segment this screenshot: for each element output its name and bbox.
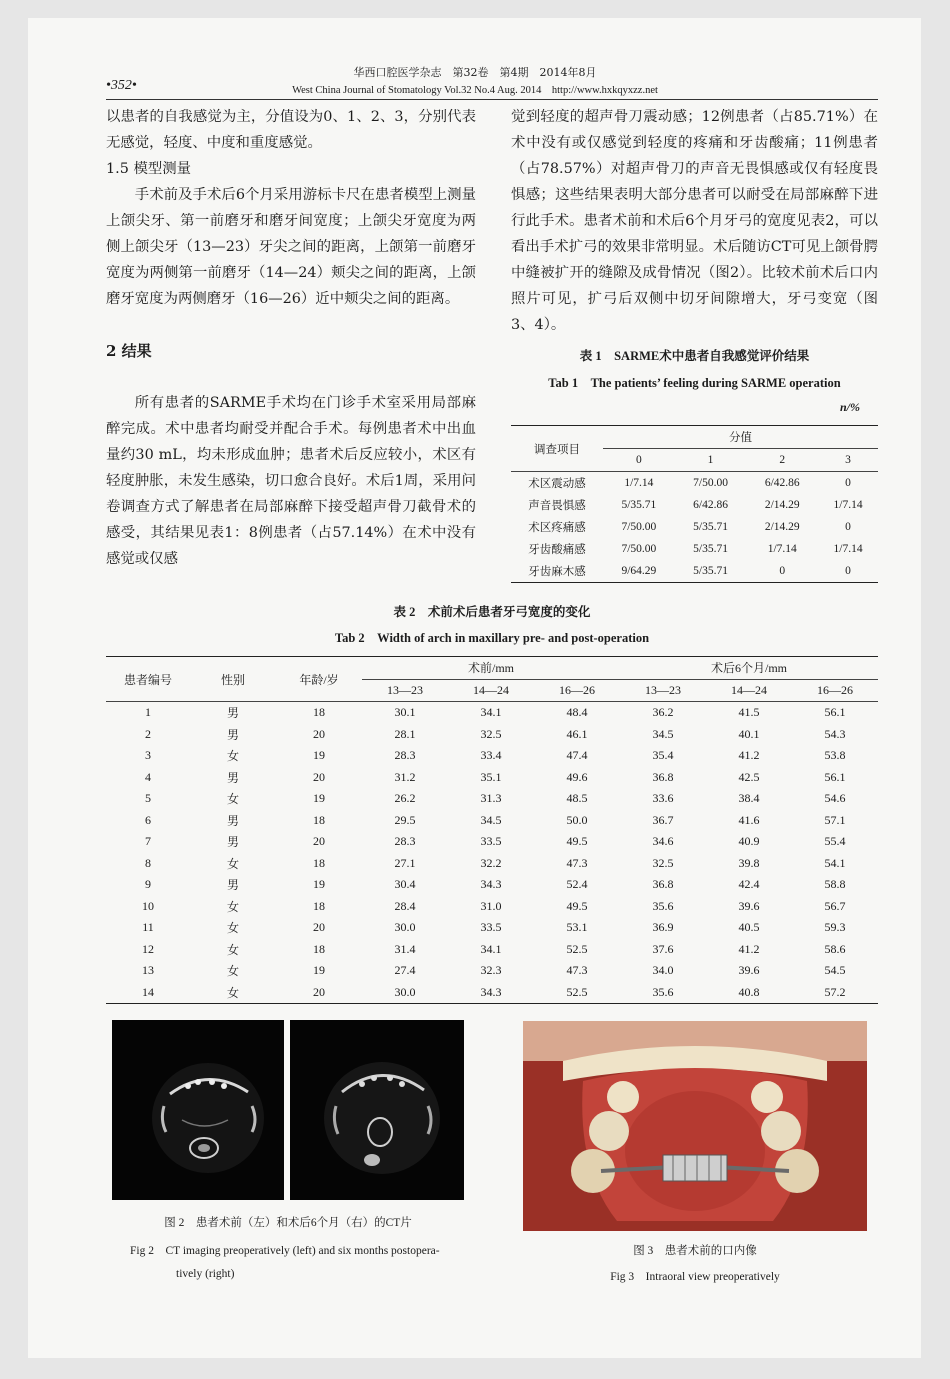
table2-cell: 女 <box>226 964 239 979</box>
table1-value-cell: 6/42.86 <box>764 477 800 489</box>
table2-row <box>106 960 878 982</box>
paragraph: 手术前及手术后6个月采用游标卡尺在患者模型上测量上颌尖牙、第一前磨牙和磨牙间宽度；上颌尖牙宽度为两侧上颌尖牙（13—23）牙尖之间的距离，上颌第一前磨牙宽度为两侧第一前磨牙（14—24）颊尖之间的距离，上颌磨牙宽度为两侧磨牙（16—26）近中颊尖之间的距离。 <box>106 187 476 307</box>
table2-cell: 男 <box>226 770 239 785</box>
table1-row <box>511 494 878 516</box>
table2-cell: 28.1 <box>394 726 416 741</box>
table2-cell: 47.3 <box>566 963 588 978</box>
page-number: •352• <box>106 78 137 93</box>
table2-row <box>106 853 878 875</box>
table2-cell: 49.6 <box>566 769 588 784</box>
table2 <box>106 656 878 1004</box>
table2-cell: 41.2 <box>738 748 760 763</box>
table1-value-cell: 9/64.29 <box>621 565 657 577</box>
table2-cell: 27.1 <box>394 855 416 870</box>
table2-cell: 2 <box>145 726 151 741</box>
table2-header-sex: 性别 <box>190 657 276 702</box>
table2-cell: 20 <box>313 920 325 935</box>
ct-image-preoperative <box>112 1020 284 1200</box>
table2-cell: 33.6 <box>652 791 674 806</box>
table2-cell: 28.4 <box>394 898 416 913</box>
table2-cell: 56.1 <box>824 705 846 720</box>
table1-header-item: 调查项目 <box>511 426 603 472</box>
table2-cell: 59.3 <box>824 920 846 935</box>
table2-cell: 5 <box>145 791 151 806</box>
table2-cell: 31.3 <box>480 791 502 806</box>
table2-cell: 52.4 <box>566 877 588 892</box>
table2-cell: 3 <box>145 748 151 763</box>
table1-row <box>511 472 878 495</box>
table2-cell: 36.9 <box>652 920 674 935</box>
table2-cell: 18 <box>313 898 325 913</box>
table2-cell: 32.3 <box>480 963 502 978</box>
table2-row <box>106 767 878 789</box>
table2-cell: 48.4 <box>566 705 588 720</box>
table2-cell: 1 <box>145 705 151 720</box>
table2-cell: 7 <box>145 834 151 849</box>
table2-row <box>106 745 878 767</box>
table2-row <box>106 724 878 746</box>
table1-value-cell: 1/7.14 <box>767 543 797 555</box>
table2-cell: 20 <box>313 769 325 784</box>
table2-cell: 52.5 <box>566 941 588 956</box>
table1-value-cell: 1/7.14 <box>833 543 863 555</box>
table2-row <box>106 917 878 939</box>
table2-cell: 35.1 <box>480 769 502 784</box>
table2-cell: 34.5 <box>652 726 674 741</box>
table1-value-cell: 2/14.29 <box>764 499 800 511</box>
journal-header-cn: 华西口腔医学杂志 第32卷 第4期 2014年8月 <box>353 66 597 79</box>
table2-cell: 29.5 <box>394 812 416 827</box>
table2-cell: 女 <box>226 942 239 957</box>
table2-cell: 42.4 <box>738 877 760 892</box>
table2-cell: 41.5 <box>738 705 760 720</box>
table2-cell: 4 <box>145 769 151 784</box>
table2-cell: 40.9 <box>738 834 760 849</box>
table2-cell: 34.0 <box>652 963 674 978</box>
table1-score-col: 2 <box>779 454 786 466</box>
table2-cell: 47.4 <box>566 748 588 763</box>
section-heading-1-5: 1.5 模型测量 <box>106 161 192 177</box>
table2-subcol: 14—24 <box>473 682 509 697</box>
table2-cell: 33.5 <box>480 920 502 935</box>
right-column <box>511 104 878 338</box>
table2-cell: 53.1 <box>566 920 588 935</box>
table2-subcol: 16—26 <box>559 682 595 697</box>
table2-cell: 30.1 <box>394 705 416 720</box>
table2-cell: 女 <box>226 792 239 807</box>
table2-cell: 48.5 <box>566 791 588 806</box>
table2-cell: 11 <box>142 920 154 935</box>
table2-row <box>106 831 878 853</box>
table2-cell: 28.3 <box>394 834 416 849</box>
table2-cell: 54.1 <box>824 855 846 870</box>
table2-cell: 34.5 <box>480 812 502 827</box>
table1-value-cell: 5/35.71 <box>693 521 728 533</box>
table1-row <box>511 516 878 538</box>
table1-value-cell: 1/7.14 <box>833 499 863 511</box>
table2-row <box>106 788 878 810</box>
figure3-caption-en: Fig 3 Intraoral view preoperatively <box>610 1271 780 1283</box>
table2-cell: 27.4 <box>394 963 416 978</box>
table2-cell: 6 <box>145 812 151 827</box>
table2-cell: 56.1 <box>824 769 846 784</box>
table2-cell: 54.6 <box>824 791 846 806</box>
table2-cell: 男 <box>226 813 239 828</box>
table2-cell: 女 <box>226 856 239 871</box>
table2-row <box>106 939 878 961</box>
table2-cell: 36.8 <box>652 769 674 784</box>
table2-cell: 39.8 <box>738 855 760 870</box>
table2-cell: 19 <box>313 791 325 806</box>
table1-value-cell: 7/50.00 <box>693 477 728 489</box>
table2-cell: 54.3 <box>824 726 846 741</box>
table2-cell: 女 <box>226 899 239 914</box>
table1-row <box>511 538 878 560</box>
table2-cell: 31.4 <box>394 941 416 956</box>
table2-subcol: 13—23 <box>387 682 423 697</box>
table1-value-cell: 7/50.00 <box>621 521 657 533</box>
table2-cell: 9 <box>145 877 151 892</box>
table2-cell: 57.2 <box>824 984 846 999</box>
table2-cell: 19 <box>313 877 325 892</box>
table2-cell: 38.4 <box>738 791 760 806</box>
table1-value-cell: 5/35.71 <box>693 565 728 577</box>
figure2-caption-cn: 图 2 患者术前（左）和术后6个月（右）的CT片 <box>164 1217 412 1229</box>
table2-cell: 49.5 <box>566 834 588 849</box>
table2-cell: 26.2 <box>394 791 416 806</box>
table2-cell: 57.1 <box>824 812 846 827</box>
table2-header-pre: 术前/mm <box>362 657 620 680</box>
figure2-caption-en-line2: tively (right) <box>176 1268 235 1280</box>
table1-value-cell: 0 <box>845 521 851 533</box>
table2-cell: 49.5 <box>566 898 588 913</box>
table2-cell: 40.1 <box>738 726 760 741</box>
table2-subcol: 14—24 <box>731 682 767 697</box>
table2-cell: 33.5 <box>480 834 502 849</box>
table2-cell: 53.8 <box>824 748 846 763</box>
table2-cell: 42.5 <box>738 769 760 784</box>
table2-cell: 34.1 <box>480 941 502 956</box>
table1-value-cell: 7/50.00 <box>621 543 657 555</box>
table1-item-cell: 术区震动感 <box>528 478 586 490</box>
table1-value-cell: 5/35.71 <box>693 543 728 555</box>
table1-caption-cn: 表 1 SARME术中患者自我感觉评价结果 <box>579 349 810 363</box>
table2-cell: 男 <box>226 727 239 742</box>
ct-image-postoperative <box>290 1020 464 1200</box>
table2-cell: 女 <box>226 921 239 936</box>
table2-cell: 女 <box>226 749 239 764</box>
table2-cell: 47.3 <box>566 855 588 870</box>
table2-cell: 18 <box>313 855 325 870</box>
table1-value-cell: 5/35.71 <box>621 499 657 511</box>
table2-cell: 男 <box>226 878 239 893</box>
table2-cell: 女 <box>226 985 239 1000</box>
table2-subcol: 13—23 <box>645 682 681 697</box>
paragraph: 觉到轻度的超声骨刀震动感；12例患者（占85.71%）在术中没有或仅感觉到轻度的疼痛和牙齿酸痛；11例患者（占78.57%）对超声骨刀的声音无畏惧感或仅有轻度畏惧感；这些结果表明大部分患者可以耐受在局部麻醉下进行此手术。患者术前和术后6个月牙弓的宽度见表2，可以看出手术扩弓的效果非常明显。术后随访CT可见上颌骨腭中缝被扩开的缝隙及成骨情况（图2）。比较术前术后口内照片可见，扩弓后双侧中切牙间隙增大，牙弓变宽（图3、4）。 <box>511 109 878 333</box>
table2-cell: 30.0 <box>394 984 416 999</box>
figure3-caption-cn: 图 3 患者术前的口内像 <box>633 1245 757 1257</box>
table1-caption-en: Tab 1 The patients’ feeling during SARME operation <box>548 376 841 390</box>
table2-row <box>106 982 878 1004</box>
table2-row <box>106 874 878 896</box>
left-column <box>106 104 476 572</box>
table1 <box>511 425 878 583</box>
table2-row <box>106 896 878 918</box>
ct-skull-post-image <box>290 1020 464 1200</box>
table2-cell: 39.6 <box>738 963 760 978</box>
table2-cell: 58.6 <box>824 941 846 956</box>
paragraph: 所有患者的SARME手术均在门诊手术室采用局部麻醉完成。术中患者均耐受并配合手术。每例患者术中出血量约30 mL，均未形成血肿；患者术后反应较小，术区有轻度肿胀，未发生感染，切口愈合良好。术后1周，采用问卷调查方式了解患者在局部麻醉下接受超声骨刀截骨术的感受，其结果见表1：8例患者（占57.14%）在术中没有感觉或仅感 <box>106 395 476 567</box>
table1-row <box>511 560 878 583</box>
table2-cell: 18 <box>313 941 325 956</box>
section-heading-2: 2 结果 <box>106 342 152 360</box>
table2-cell: 男 <box>226 706 239 721</box>
table2-cell: 32.2 <box>480 855 502 870</box>
table1-item-cell: 牙齿酸痛感 <box>528 544 586 556</box>
table2-cell: 52.5 <box>566 984 588 999</box>
table2-cell: 40.5 <box>738 920 760 935</box>
table2-cell: 12 <box>142 941 154 956</box>
table2-cell: 20 <box>313 984 325 999</box>
table2-cell: 13 <box>142 963 154 978</box>
table1-value-cell: 0 <box>845 477 851 489</box>
figure2-caption-en-line1: Fig 2 CT imaging preoperatively (left) and six months postopera- <box>130 1245 440 1257</box>
table2-row <box>106 702 878 724</box>
table1-value-cell: 0 <box>845 565 851 577</box>
table2-cell: 34.1 <box>480 705 502 720</box>
table2-cell: 34.3 <box>480 877 502 892</box>
table2-cell: 36.8 <box>652 877 674 892</box>
table1-score-col: 0 <box>635 454 642 466</box>
table2-cell: 35.6 <box>652 898 674 913</box>
table2-cell: 20 <box>313 726 325 741</box>
table2-cell: 34.6 <box>652 834 674 849</box>
paragraph: 以患者的自我感觉为主，分值设为0、1、2、3，分别代表无感觉，轻度、中度和重度感觉。 <box>106 109 476 151</box>
table2-cell: 18 <box>313 812 325 827</box>
table2-cell: 39.6 <box>738 898 760 913</box>
table2-cell: 32.5 <box>652 855 674 870</box>
table2-cell: 54.5 <box>824 963 846 978</box>
table2-cell: 8 <box>145 855 151 870</box>
table2-cell: 34.3 <box>480 984 502 999</box>
table2-cell: 36.2 <box>652 705 674 720</box>
table2-cell: 55.4 <box>824 834 846 849</box>
table2-cell: 33.4 <box>480 748 502 763</box>
table2-cell: 31.0 <box>480 898 502 913</box>
table2-cell: 36.7 <box>652 812 674 827</box>
table2-cell: 50.0 <box>566 812 588 827</box>
table2-cell: 41.6 <box>738 812 760 827</box>
table2-row <box>106 810 878 832</box>
table2-cell: 35.6 <box>652 984 674 999</box>
table1-value-cell: 6/42.86 <box>693 499 728 511</box>
table1-item-cell: 术区疼痛感 <box>528 522 586 534</box>
table2-cell: 31.2 <box>394 769 416 784</box>
table1-score-col: 1 <box>707 454 714 466</box>
ct-skull-pre-image <box>112 1020 284 1200</box>
table2-cell: 20 <box>313 834 325 849</box>
table2-cell: 41.2 <box>738 941 760 956</box>
table2-subcol: 16—26 <box>817 682 853 697</box>
intraoral-photo-image <box>523 1021 867 1231</box>
table2-header-post: 术后6个月/mm <box>620 657 878 680</box>
table2-caption-en: Tab 2 Width of arch in maxillary pre- and post-operation <box>334 631 650 645</box>
table2-cell: 19 <box>313 963 325 978</box>
table2-cell: 男 <box>226 835 239 850</box>
intraoral-photo <box>523 1021 867 1231</box>
table2-header-id: 患者编号 <box>106 657 190 702</box>
table2-cell: 35.4 <box>652 748 674 763</box>
table1-item-cell: 声音畏惧感 <box>528 500 586 512</box>
table2-cell: 30.0 <box>394 920 416 935</box>
table2-cell: 46.1 <box>566 726 588 741</box>
table2-cell: 10 <box>142 898 154 913</box>
table1-value-cell: 0 <box>779 565 786 577</box>
table1-value-cell: 1/7.14 <box>624 477 654 489</box>
table1-value-cell: 2/14.29 <box>764 521 800 533</box>
table2-cell: 19 <box>313 748 325 763</box>
table1-item-cell: 牙齿麻木感 <box>528 566 586 578</box>
table1-unit: n/% <box>840 400 861 414</box>
table2-cell: 14 <box>142 984 154 999</box>
journal-header-en: West China Journal of Stomatology Vol.32 No.4 Aug. 2014 http://www.hxkqyxzz.net <box>292 85 658 96</box>
table1-header-score: 分值 <box>603 426 878 449</box>
table1-score-col: 3 <box>845 454 851 466</box>
table2-cell: 18 <box>313 705 325 720</box>
table2-cell: 40.8 <box>738 984 760 999</box>
header-rule <box>106 99 878 100</box>
table2-cell: 58.8 <box>824 877 846 892</box>
table2-caption-cn: 表 2 术前术后患者牙弓宽度的变化 <box>393 605 591 619</box>
table2-cell: 37.6 <box>652 941 674 956</box>
table2-cell: 32.5 <box>480 726 502 741</box>
table2-cell: 28.3 <box>394 748 416 763</box>
table2-header-age: 年龄/岁 <box>276 657 362 702</box>
table2-cell: 30.4 <box>394 877 416 892</box>
table2-cell: 56.7 <box>824 898 846 913</box>
